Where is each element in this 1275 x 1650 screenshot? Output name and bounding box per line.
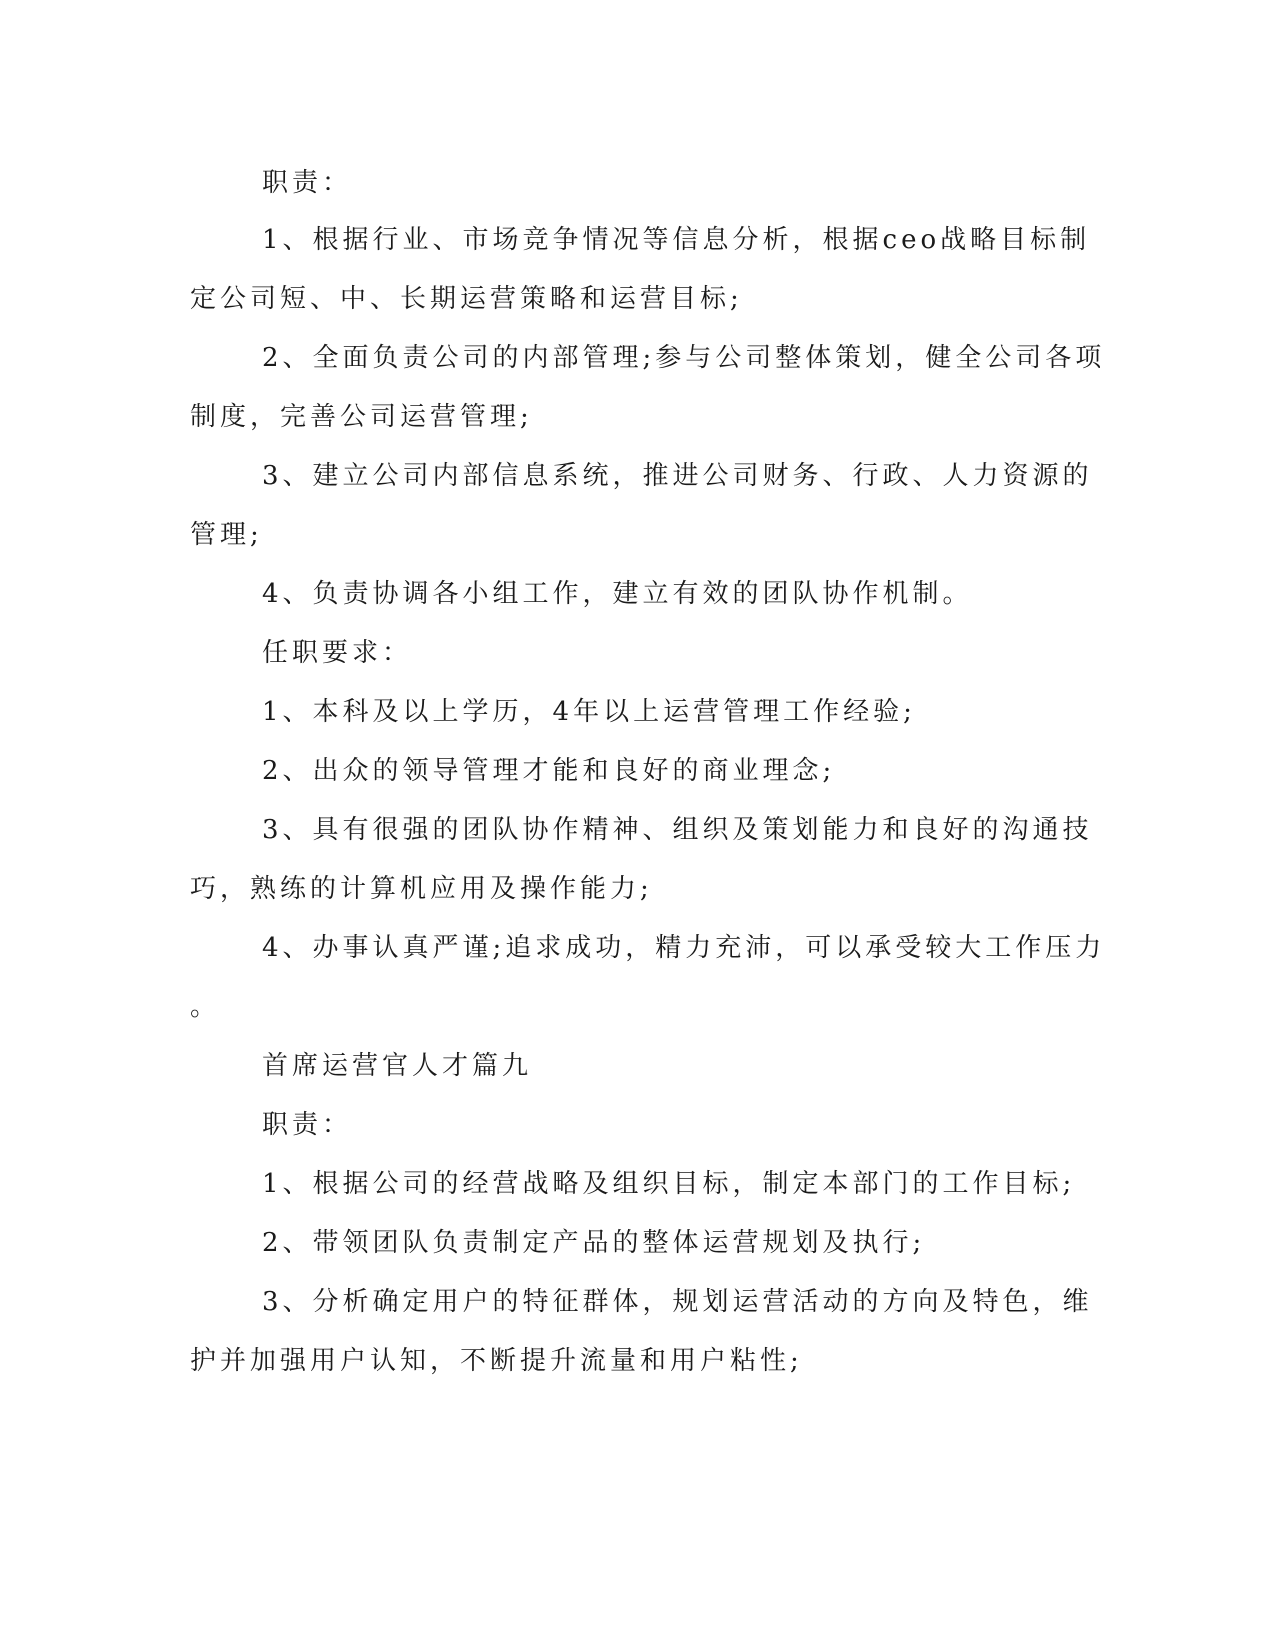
paragraph-line: 4、办事认真严谨;追求成功，精力充沛，可以承受较大工作压力 [262, 933, 1106, 963]
paragraph-line: 。 [190, 992, 221, 1022]
section-heading-requirements: 任职要求： [262, 638, 413, 668]
section-heading-duties: 职责： [262, 1110, 353, 1140]
paragraph-line: 2、出众的领导管理才能和良好的商业理念; [262, 756, 836, 786]
paragraph-line: 护并加强用户认知，不断提升流量和用户粘性; [190, 1346, 803, 1376]
paragraph-line: 3、建立公司内部信息系统，推进公司财务、行政、人力资源的 [262, 461, 1093, 491]
paragraph-line: 巧，熟练的计算机应用及操作能力; [190, 874, 653, 904]
paragraph-line: 1、本科及以上学历，4年以上运营管理工作经验; [262, 697, 916, 727]
paragraph-line: 定公司短、中、长期运营策略和运营目标; [190, 284, 743, 314]
paragraph-line: 1、根据行业、市场竞争情况等信息分析，根据ceo战略目标制 [262, 225, 1091, 255]
paragraph-line: 2、全面负责公司的内部管理;参与公司整体策划，健全公司各项 [262, 343, 1106, 373]
paragraph-line: 4、负责协调各小组工作，建立有效的团队协作机制。 [262, 579, 973, 609]
paragraph-line: 3、分析确定用户的特征群体，规划运营活动的方向及特色，维 [262, 1287, 1093, 1317]
paragraph-line: 2、带领团队负责制定产品的整体运营规划及执行; [262, 1228, 926, 1258]
paragraph-line: 管理; [190, 520, 263, 550]
paragraph-line: 制度，完善公司运营管理; [190, 402, 533, 432]
section-title: 首席运营官人才篇九 [262, 1051, 533, 1081]
paragraph-line: 3、具有很强的团队协作精神、组织及策划能力和良好的沟通技 [262, 815, 1093, 845]
paragraph-line: 1、根据公司的经营战略及组织目标，制定本部门的工作目标; [262, 1169, 1076, 1199]
section-heading-duties: 职责： [262, 168, 353, 198]
